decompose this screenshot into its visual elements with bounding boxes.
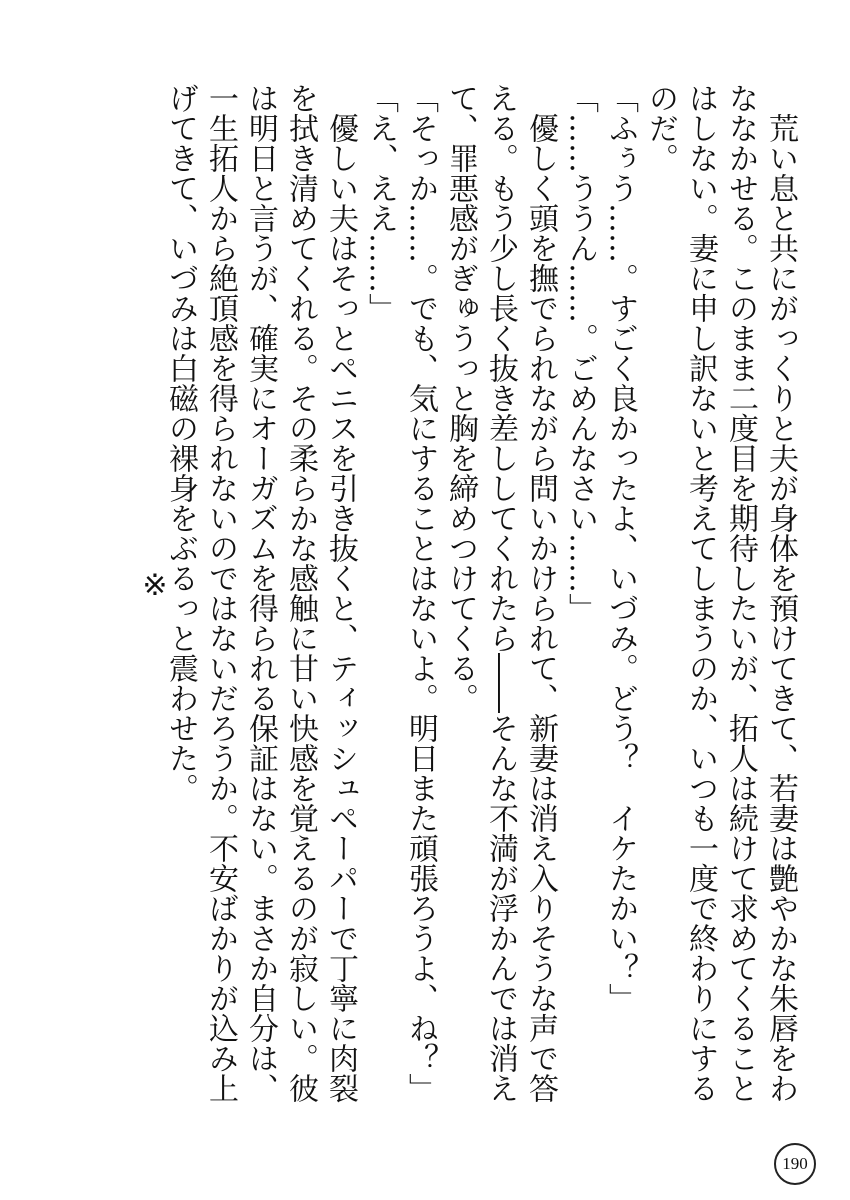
paragraph-narration-1: 荒い息と共にがっくりと夫が身体を預けてきて、若妻は艶やかな朱唇をわななかせる。このまま二度目を期待したいが、拓人は続けて求めてくることはしない。妻に申し訳ないと考えてしまうのか、いつも一度で終わりにするのだ。 xyxy=(643,83,798,1103)
paragraph-dialogue-4: 「え、ええ……」 xyxy=(363,83,398,323)
paragraph-narration-2: 優しく頭を撫でられながら問いかけられて、新妻は消え入りそうな声で答える。もう少し長く抜き差ししてくれたら――そんな不満が浮かんでは消えて、罪悪感がぎゅうっと胸を締めつけてくる。 xyxy=(443,83,558,1103)
paragraph-dialogue-3: 「そっか……。でも、気にすることはないよ。明日また頑張ろうよ、ね？」 xyxy=(403,83,438,1103)
paragraph-dialogue-2: 「……ううん……。ごめんなさい……」 xyxy=(563,83,598,623)
paragraph-dialogue-1: 「ふぅう……。すごく良かったよ、いづみ。どう？ イケたかい？」 xyxy=(603,83,638,1013)
page-number-text: 190 xyxy=(782,1154,808,1173)
paragraph-narration-3: 優しい夫はそっとペニスを引き抜くと、ティッシュペーパーで丁寧に肉裂を拭き清めてくれる。その柔らかな感触に甘い快感を覚えるのが寂しい。彼は明日と言うが、確実にオーガズムを得られる保証はない。まさか自分は、一生拓人から絶頂感を得られないのではないだろうか。不安ばかりが込み上げてきて、いづみは白磁の裸身をぶるっと震わせた。 xyxy=(163,83,358,1103)
section-separator-mark: ※ xyxy=(142,568,168,603)
vertical-text-block xyxy=(110,83,800,1123)
page-number-badge xyxy=(774,1143,816,1185)
